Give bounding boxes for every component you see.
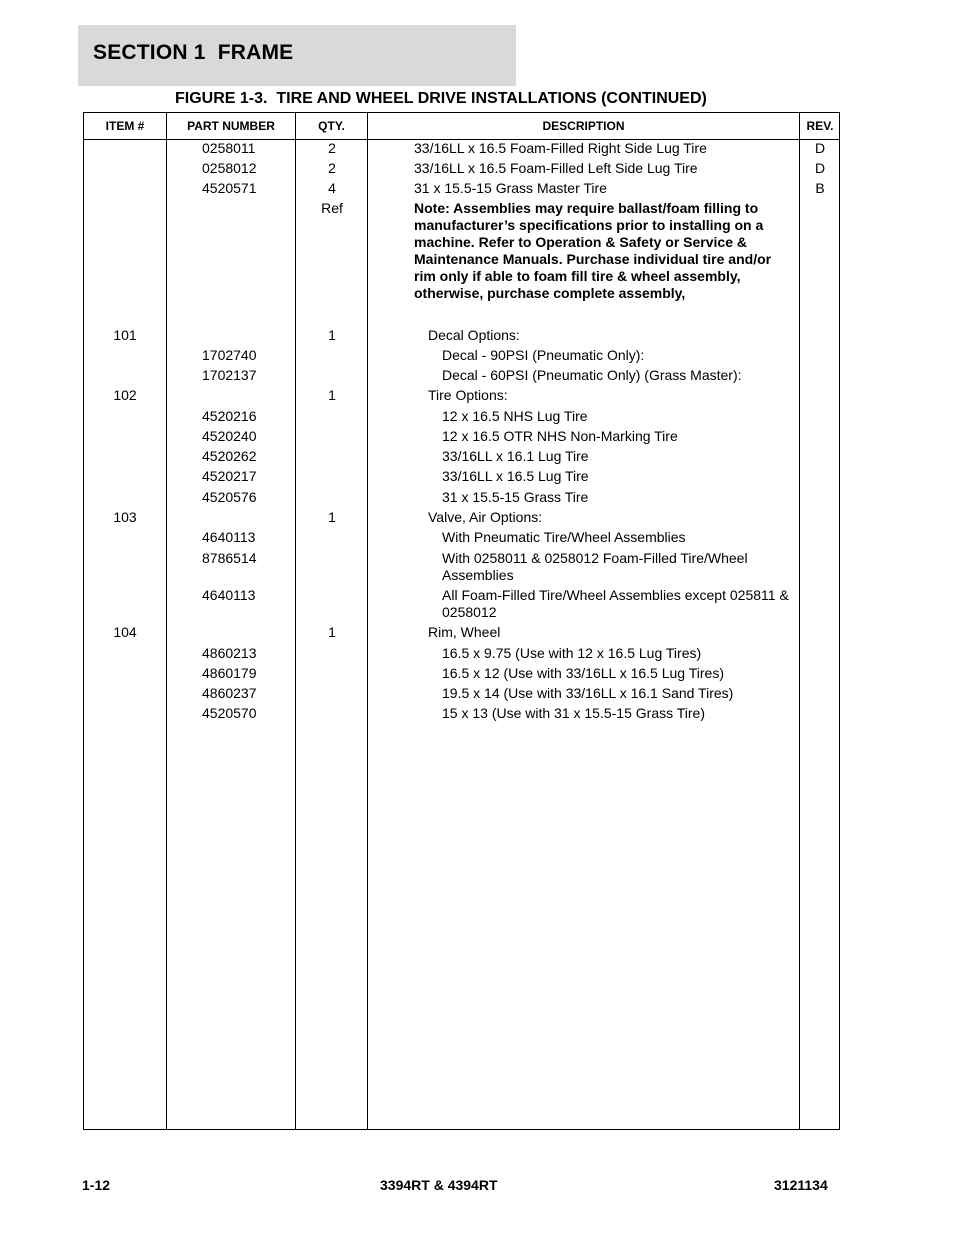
part-number: 4520571 <box>202 180 257 196</box>
description: Decal - 60PSI (Pneumatic Only) (Grass Master): <box>442 367 742 383</box>
description: 19.5 x 14 (Use with 33/16LL x 16.1 Sand Tires) <box>442 685 734 701</box>
description: 31 x 15.5-15 Grass Master Tire <box>414 180 607 196</box>
section-banner <box>78 25 516 86</box>
column-divider <box>166 113 167 1129</box>
part-number: 0258011 <box>202 140 256 156</box>
quantity: 1 <box>328 327 336 343</box>
quantity: 2 <box>328 160 336 176</box>
document-number: 3121134 <box>774 1177 828 1193</box>
part-number: 4520576 <box>202 489 257 505</box>
assembly-note: Note: Assemblies may require ballast/foam filling to manufacturer’s specifications prior to installing on a machine. Refer to Operation & Safety or Service & Maintenance Manuals. Purchase individual tire and/or rim only if able to foam fill tire & wheel assembly, otherwise, purchase complete assembly, <box>414 200 772 301</box>
column-divider <box>367 113 368 1129</box>
description: 12 x 16.5 OTR NHS Non-Marking Tire <box>442 428 678 444</box>
part-number: 4520240 <box>202 428 257 444</box>
header-rev: REV. <box>806 119 834 133</box>
header-qty: QTY. <box>318 119 345 133</box>
column-divider <box>295 113 296 1129</box>
item-number: 101 <box>113 327 137 343</box>
description: Tire Options: <box>428 387 508 403</box>
description: With 0258011 & 0258012 Foam-Filled Tire/Wheel Assemblies <box>442 550 748 583</box>
figure-title: FIGURE 1-3. TIRE AND WHEEL DRIVE INSTALLATIONS (CONTINUED) <box>175 90 707 107</box>
description: All Foam-Filled Tire/Wheel Assemblies except 025811 & 0258012 <box>442 587 789 620</box>
header-item: ITEM # <box>105 119 145 133</box>
description: With Pneumatic Tire/Wheel Assemblies <box>442 529 686 545</box>
model-name: 3394RT & 4394RT <box>380 1177 498 1193</box>
quantity: Ref <box>321 200 343 216</box>
description: 33/16LL x 16.5 Lug Tire <box>442 468 589 484</box>
page-number: 1-12 <box>82 1177 111 1193</box>
part-number: 1702137 <box>202 367 257 383</box>
description: 31 x 15.5-15 Grass Tire <box>442 489 589 505</box>
description: 16.5 x 9.75 (Use with 12 x 16.5 Lug Tires) <box>442 645 702 661</box>
description: Decal Options: <box>428 327 520 343</box>
description: 33/16LL x 16.5 Foam-Filled Right Side Lug Tire <box>414 140 707 156</box>
part-number: 1702740 <box>202 347 257 363</box>
part-number: 4520262 <box>202 448 257 464</box>
description: Rim, Wheel <box>428 624 501 640</box>
revision: B <box>815 180 825 196</box>
revision: D <box>814 160 826 176</box>
column-divider <box>799 113 800 1129</box>
part-number: 8786514 <box>202 550 257 566</box>
quantity: 2 <box>328 140 336 156</box>
part-number: 4860179 <box>202 665 257 681</box>
description: 33/16LL x 16.1 Lug Tire <box>442 448 589 464</box>
part-number: 4520570 <box>202 705 257 721</box>
revision: D <box>814 140 826 156</box>
description: 16.5 x 12 (Use with 33/16LL x 16.5 Lug Tires) <box>442 665 724 681</box>
description: 33/16LL x 16.5 Foam-Filled Left Side Lug Tire <box>414 160 698 176</box>
item-number: 103 <box>113 509 137 525</box>
part-number: 4860237 <box>202 685 257 701</box>
part-number: 4520217 <box>202 468 257 484</box>
header-description: DESCRIPTION <box>542 119 625 133</box>
part-number: 4860213 <box>202 645 257 661</box>
part-number: 4520216 <box>202 408 257 424</box>
parts-table <box>83 112 840 1130</box>
quantity: 1 <box>328 509 336 525</box>
description: Valve, Air Options: <box>428 509 543 525</box>
part-number: 4640113 <box>202 529 256 545</box>
quantity: 1 <box>328 387 336 403</box>
section-title: SECTION 1 FRAME <box>93 41 294 64</box>
description: 15 x 13 (Use with 31 x 15.5-15 Grass Tire) <box>442 705 705 721</box>
item-number: 102 <box>113 387 137 403</box>
part-number: 0258012 <box>202 160 257 176</box>
quantity: 4 <box>328 180 336 196</box>
item-number: 104 <box>113 624 137 640</box>
description: Decal - 90PSI (Pneumatic Only): <box>442 347 645 363</box>
part-number: 4640113 <box>202 587 256 603</box>
description: 12 x 16.5 NHS Lug Tire <box>442 408 588 424</box>
quantity: 1 <box>328 624 336 640</box>
header-part-number: PART NUMBER <box>187 119 275 133</box>
